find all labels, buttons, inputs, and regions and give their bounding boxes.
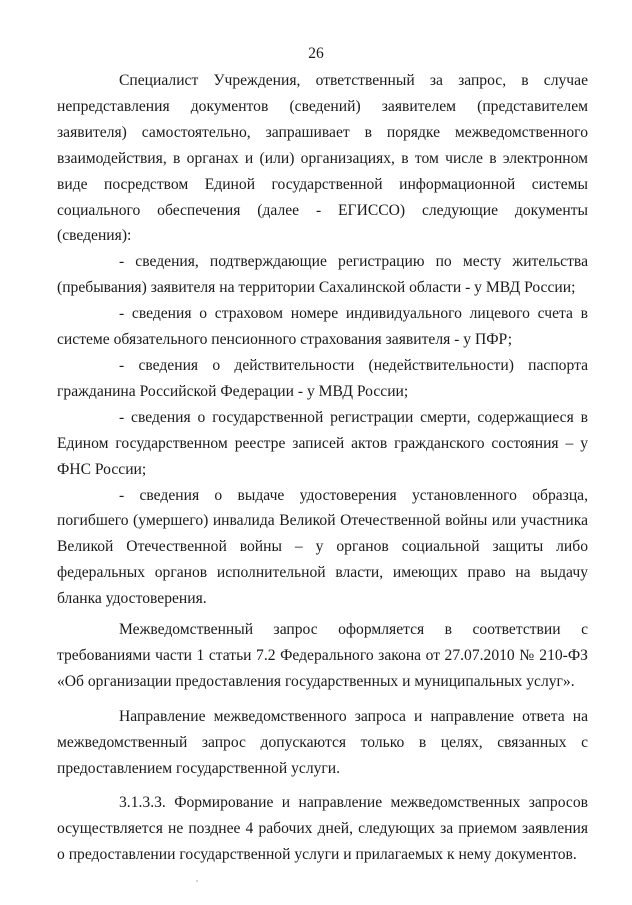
list-item-passport: - сведения о действительности (недействительности) паспорта гражданина Российской Федерации - у МВД России; <box>57 356 588 400</box>
list-item-certificate: - сведения о выдаче удостоверения установленного образца, погибшего (умершего) инвалида Великой Отечественной войны или участника Великой Отечественной войны – у органов социальной защиты либо федеральных органов исполнительной власти, имеющих право на выдачу бланка удостоверения. <box>57 486 588 608</box>
document-body <box>57 68 588 868</box>
paragraph-request-purpose: Направление межведомственного запроса и направление ответа на межведомственный запрос допускаются только в целях, связанных с предоставлением государственной услуги. <box>57 707 588 777</box>
paragraph-section-3-1-3-3: 3.1.3.3. Формирование и направление межведомственных запросов осуществляется не позднее 4 рабочих дней, следующих за приемом заявления о предоставлении государственной услуги и прилагаемых к нему документов. <box>57 794 588 864</box>
page-number: 26 <box>308 45 324 62</box>
scan-speck <box>196 880 198 882</box>
paragraph-intro: Специалист Учреждения, ответственный за запрос, в случае непредставления документов (сведений) заявителем (представителем заявителя) самостоятельно, запрашивает в порядке межведомственного взаимодействия, в органах и (или) организациях, в том числе в электронном виде посредством Единой государственной информационной системы социального обеспечения (далее - ЕГИССО) следующие документы (сведения): <box>57 72 588 245</box>
list-item-snils: - сведения о страховом номере индивидуального лицевого счета в системе обязательного пенсионного страхования заявителя - у ПФР; <box>57 305 588 349</box>
list-item-registration: - сведения, подтверждающие регистрацию по месту жительства (пребывания) заявителя на территории Сахалинской области - у МВД России; <box>57 253 588 297</box>
list-item-death-registration: - сведения о государственной регистрации смерти, содержащиеся в Едином государственном реестре записей актов гражданского состояния – у ФНС России; <box>57 408 588 478</box>
scan-speck <box>248 860 249 862</box>
paragraph-request-format: Межведомственный запрос оформляется в соответствии с требованиями части 1 статьи 7.2 Федерального закона от 27.07.2010 № 210-ФЗ «Об организации предоставления государственных и муниципальных услуг». <box>57 621 588 690</box>
scan-speck <box>405 425 406 427</box>
